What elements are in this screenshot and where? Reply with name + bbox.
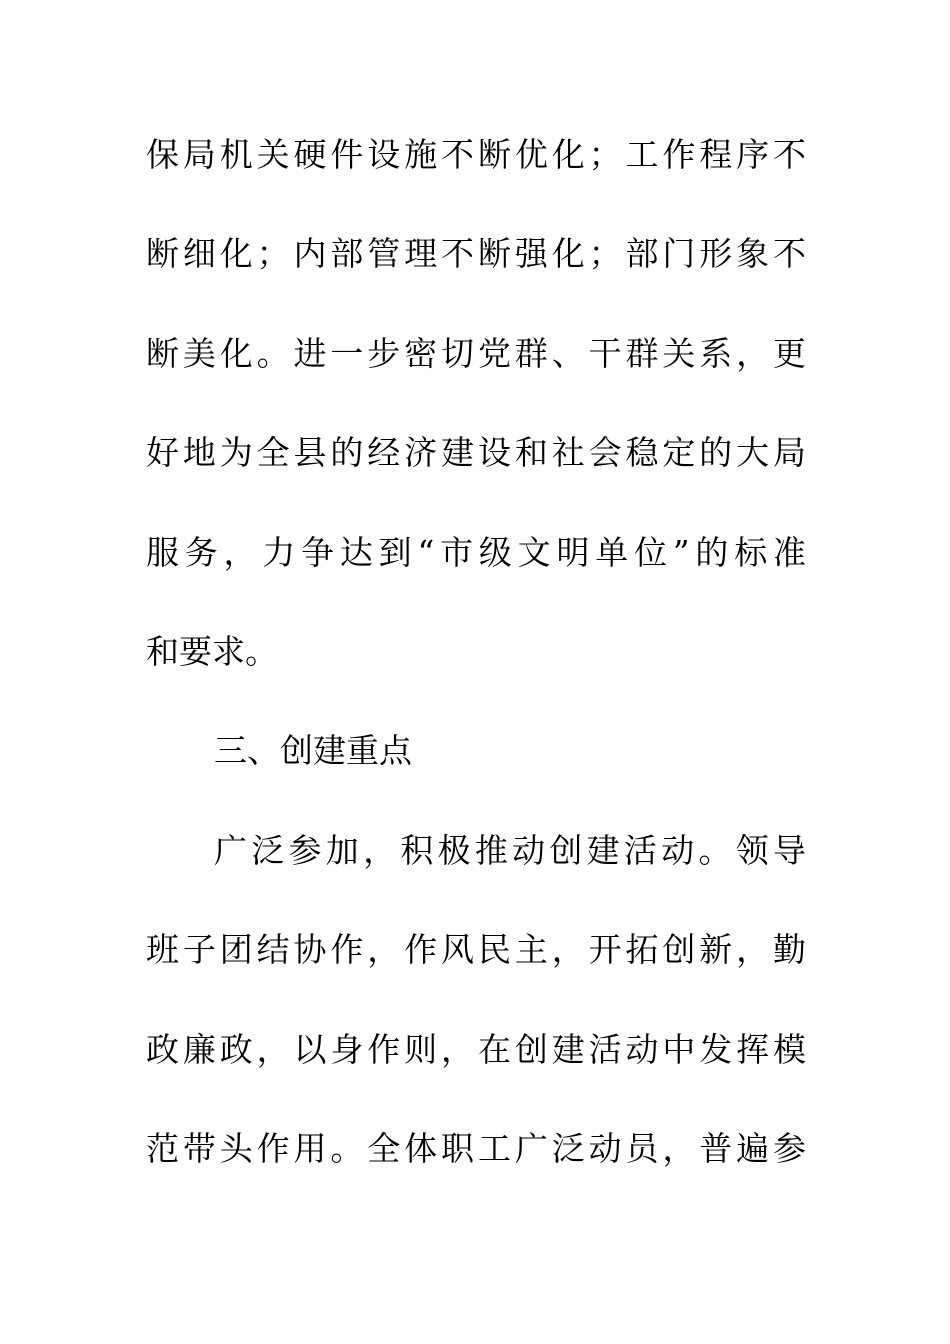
text-line: 范带头作用。全体职工广泛动员，普遍参 (146, 1129, 806, 1168)
text-line: 服务，力争达到“市级文明单位”的标准 (146, 533, 806, 572)
text-line: 断美化。进一步密切党群、干群关系，更 (146, 334, 806, 373)
text-line: 政廉政，以身作则，在创建活动中发挥模 (146, 1030, 806, 1069)
text-line: 保局机关硬件设施不断优化；工作程序不 (146, 135, 806, 174)
text-line: 广泛参加，积极推动创建活动。领导 (214, 831, 806, 870)
text-line: 班子团结协作，作风民主，开拓创新，勤 (146, 930, 806, 969)
text-line: 和要求。 (146, 632, 278, 671)
text-line: 好地为全县的经济建设和社会稳定的大局 (146, 433, 806, 472)
section-heading: 三、创建重点 (214, 731, 412, 770)
text-line: 断细化；内部管理不断强化；部门形象不 (146, 234, 806, 273)
